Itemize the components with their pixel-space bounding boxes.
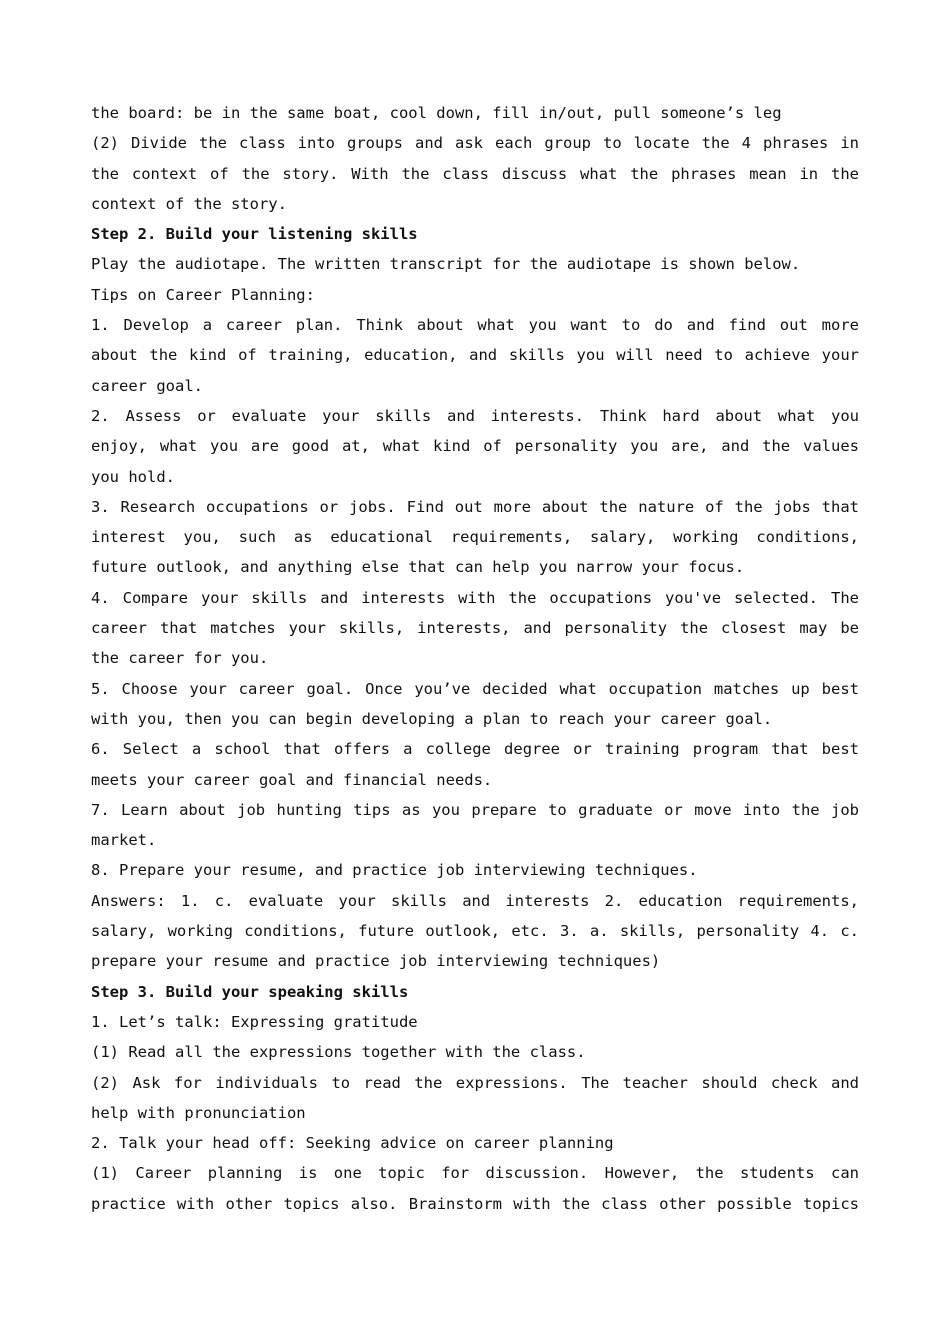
text-line: 4. Compare your skills and interests with the occupations you've selected. The [91, 588, 859, 607]
text-line: 5. Choose your career goal. Once you’ve decided what occupation matches up best [91, 679, 859, 698]
text-line: (2) Ask for individuals to read the expressions. The teacher should check and [91, 1073, 859, 1092]
text-line: meets your career goal and financial needs. [91, 770, 493, 789]
text-line: you hold. [91, 467, 175, 486]
text-line: 2. Talk your head off: Seeking advice on career planning [91, 1134, 614, 1153]
text-line: 7. Learn about job hunting tips as you prepare to graduate or move into the job [91, 800, 859, 819]
text-line: 1. Develop a career plan. Think about what you want to do and find out more [91, 316, 859, 335]
text-line: prepare your resume and practice job interviewing techniques) [91, 952, 661, 971]
text-line: with you, then you can begin developing a plan to reach your career goal. [91, 709, 773, 728]
text-line: 1. Let’s talk: Expressing gratitude [91, 1012, 418, 1031]
text-line: (1) Career planning is one topic for discussion. However, the students can [91, 1164, 859, 1183]
text-line: Answers: 1. c. evaluate your skills and interests 2. education requirements, [91, 891, 859, 910]
text-line: the context of the story. With the class discuss what the phrases mean in the [91, 164, 859, 183]
section-heading: Step 2. Build your listening skills [91, 225, 418, 244]
text-line: Play the audiotape. The written transcript for the audiotape is shown below. [91, 255, 801, 274]
text-line: Tips on Career Planning: [91, 285, 315, 304]
text-line: context of the story. [91, 194, 287, 213]
text-line: help with pronunciation [91, 1103, 306, 1122]
text-line: (1) Read all the expressions together with the class. [91, 1043, 586, 1062]
section-heading: Step 3. Build your speaking skills [91, 982, 409, 1001]
text-line: career goal. [91, 376, 203, 395]
text-line: 6. Select a school that offers a college degree or training program that best [91, 740, 859, 759]
text-line: the board: be in the same boat, cool down, fill in/out, pull someone’s leg [91, 104, 782, 122]
text-line: salary, working conditions, future outlook, etc. 3. a. skills, personality 4. c. [91, 922, 859, 941]
text-line: 3. Research occupations or jobs. Find out more about the nature of the jobs that [91, 497, 859, 516]
text-line: 8. Prepare your resume, and practice job interviewing techniques. [91, 861, 698, 880]
text-line: career that matches your skills, interests, and personality the closest may be [91, 619, 859, 638]
text-line: practice with other topics also. Brainstorm with the class other possible topics [91, 1194, 859, 1213]
text-line: market. [91, 831, 157, 850]
text-line: the career for you. [91, 649, 269, 668]
text-line: interest you, such as educational requirements, salary, working conditions, [91, 528, 859, 547]
text-line: (2) Divide the class into groups and ask each group to locate the 4 phrases in [91, 134, 859, 153]
text-line: about the kind of training, education, and skills you will need to achieve your [91, 346, 859, 365]
document-page [91, 98, 859, 1219]
text-line: enjoy, what you are good at, what kind of personality you are, and the values [91, 437, 859, 456]
text-line: 2. Assess or evaluate your skills and interests. Think hard about what you [91, 406, 859, 425]
text-line: future outlook, and anything else that can help you narrow your focus. [91, 558, 745, 577]
